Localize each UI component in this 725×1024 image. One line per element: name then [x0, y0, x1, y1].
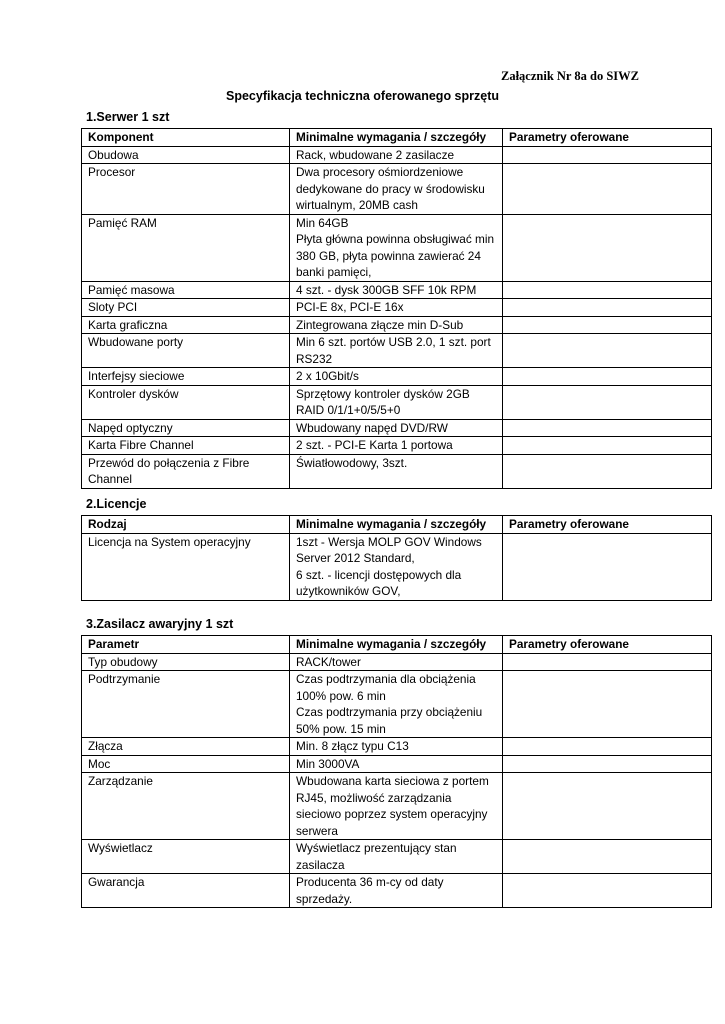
requirement-cell: Min. 8 złącz typu C13	[290, 738, 503, 756]
table-header-row	[82, 129, 712, 147]
table-row	[82, 368, 712, 386]
row-label-cell: Pamięć RAM	[82, 214, 290, 281]
requirement-cell: PCI-E 8x, PCI-E 16x	[290, 299, 503, 317]
offered-params-cell[interactable]	[503, 299, 712, 317]
requirement-cell: Wyświetlacz prezentujący stan zasilacza	[290, 840, 503, 874]
offered-params-cell[interactable]	[503, 755, 712, 773]
requirement-cell: 1szt - Wersja MOLP GOV Windows Server 2012 Standard, 6 szt. - licencji dostępowych dla użytkowników GOV,	[290, 533, 503, 600]
server-spec-table	[81, 128, 712, 489]
row-label-cell: Złącza	[82, 738, 290, 756]
table-row	[82, 334, 712, 368]
column-header: Minimalne wymagania / szczegóły	[290, 636, 503, 654]
requirement-cell: Światłowodowy, 3szt.	[290, 454, 503, 488]
section-title-server: 1.Serwer 1 szt	[86, 110, 170, 124]
requirement-cell: Min 64GB Płyta główna powinna obsługiwać min 380 GB, płyta powinna zawierać 24 banki pamięci,	[290, 214, 503, 281]
requirement-cell: 2 szt. - PCI-E Karta 1 portowa	[290, 437, 503, 455]
row-label-cell: Wbudowane porty	[82, 334, 290, 368]
table-header-row	[82, 636, 712, 654]
row-label-cell: Karta Fibre Channel	[82, 437, 290, 455]
table-header-row	[82, 516, 712, 534]
table-row	[82, 385, 712, 419]
column-header: Minimalne wymagania / szczegóły	[290, 129, 503, 147]
requirement-cell: 4 szt. - dysk 300GB SFF 10k RPM	[290, 281, 503, 299]
requirement-cell: Wbudowana karta sieciowa z portem RJ45, możliwość zarządzania sieciowo poprzez system operacyjny serwera	[290, 773, 503, 840]
column-header: Komponent	[82, 129, 290, 147]
row-label-cell: Podtrzymanie	[82, 671, 290, 738]
table-row	[82, 146, 712, 164]
row-label-cell: Napęd optyczny	[82, 419, 290, 437]
offered-params-cell[interactable]	[503, 334, 712, 368]
offered-params-cell[interactable]	[503, 773, 712, 840]
row-label-cell: Wyświetlacz	[82, 840, 290, 874]
requirement-cell: Zintegrowana złącze min D-Sub	[290, 316, 503, 334]
table-row	[82, 164, 712, 215]
row-label-cell: Sloty PCI	[82, 299, 290, 317]
requirement-cell: 2 x 10Gbit/s	[290, 368, 503, 386]
requirement-cell: Sprzętowy kontroler dysków 2GB RAID 0/1/1+0/5/5+0	[290, 385, 503, 419]
requirement-cell: Min 6 szt. portów USB 2.0, 1 szt. port RS232	[290, 334, 503, 368]
row-label-cell: Interfejsy sieciowe	[82, 368, 290, 386]
requirement-cell: Dwa procesory ośmiordzeniowe dedykowane do pracy w środowisku wirtualnym, 20MB cash	[290, 164, 503, 215]
column-header: Parametry oferowane	[503, 129, 712, 147]
table-row	[82, 299, 712, 317]
ups-spec-table	[81, 635, 712, 908]
document-title: Specyfikacja techniczna oferowanego sprzętu	[226, 89, 499, 103]
offered-params-cell[interactable]	[503, 368, 712, 386]
offered-params-cell[interactable]	[503, 419, 712, 437]
row-label-cell: Kontroler dysków	[82, 385, 290, 419]
row-label-cell: Gwarancja	[82, 874, 290, 908]
table-row	[82, 533, 712, 600]
offered-params-cell[interactable]	[503, 316, 712, 334]
row-label-cell: Licencja na System operacyjny	[82, 533, 290, 600]
row-label-cell: Pamięć masowa	[82, 281, 290, 299]
table-row	[82, 454, 712, 488]
table-row	[82, 214, 712, 281]
offered-params-cell[interactable]	[503, 164, 712, 215]
column-header: Parametry oferowane	[503, 516, 712, 534]
offered-params-cell[interactable]	[503, 146, 712, 164]
section-title-ups: 3.Zasilacz awaryjny 1 szt	[86, 617, 234, 631]
row-label-cell: Przewód do połączenia z Fibre Channel	[82, 454, 290, 488]
requirement-cell: Rack, wbudowane 2 zasilacze	[290, 146, 503, 164]
table-row	[82, 738, 712, 756]
row-label-cell: Procesor	[82, 164, 290, 215]
table-row	[82, 840, 712, 874]
table-row	[82, 755, 712, 773]
table-row	[82, 773, 712, 840]
offered-params-cell[interactable]	[503, 840, 712, 874]
row-label-cell: Obudowa	[82, 146, 290, 164]
column-header: Parametry oferowane	[503, 636, 712, 654]
offered-params-cell[interactable]	[503, 671, 712, 738]
table-row	[82, 316, 712, 334]
requirement-cell: Wbudowany napęd DVD/RW	[290, 419, 503, 437]
row-label-cell: Karta graficzna	[82, 316, 290, 334]
offered-params-cell[interactable]	[503, 533, 712, 600]
row-label-cell: Moc	[82, 755, 290, 773]
column-header: Rodzaj	[82, 516, 290, 534]
offered-params-cell[interactable]	[503, 454, 712, 488]
offered-params-cell[interactable]	[503, 653, 712, 671]
table-row	[82, 281, 712, 299]
offered-params-cell[interactable]	[503, 281, 712, 299]
requirement-cell: Min 3000VA	[290, 755, 503, 773]
table-row	[82, 874, 712, 908]
column-header: Minimalne wymagania / szczegóły	[290, 516, 503, 534]
section-title-licenses: 2.Licencje	[86, 497, 147, 511]
table-row	[82, 437, 712, 455]
offered-params-cell[interactable]	[503, 214, 712, 281]
requirement-cell: Producenta 36 m-cy od daty sprzedaży.	[290, 874, 503, 908]
offered-params-cell[interactable]	[503, 874, 712, 908]
column-header: Parametr	[82, 636, 290, 654]
offered-params-cell[interactable]	[503, 437, 712, 455]
table-row	[82, 671, 712, 738]
table-row	[82, 653, 712, 671]
license-spec-table	[81, 515, 712, 601]
offered-params-cell[interactable]	[503, 738, 712, 756]
row-label-cell: Zarządzanie	[82, 773, 290, 840]
table-row	[82, 419, 712, 437]
requirement-cell: Czas podtrzymania dla obciążenia 100% pow. 6 min Czas podtrzymania przy obciążeniu 50% pow. 15 min	[290, 671, 503, 738]
row-label-cell: Typ obudowy	[82, 653, 290, 671]
requirement-cell: RACK/tower	[290, 653, 503, 671]
annex-label: Załącznik Nr 8a do SIWZ	[501, 69, 639, 83]
offered-params-cell[interactable]	[503, 385, 712, 419]
